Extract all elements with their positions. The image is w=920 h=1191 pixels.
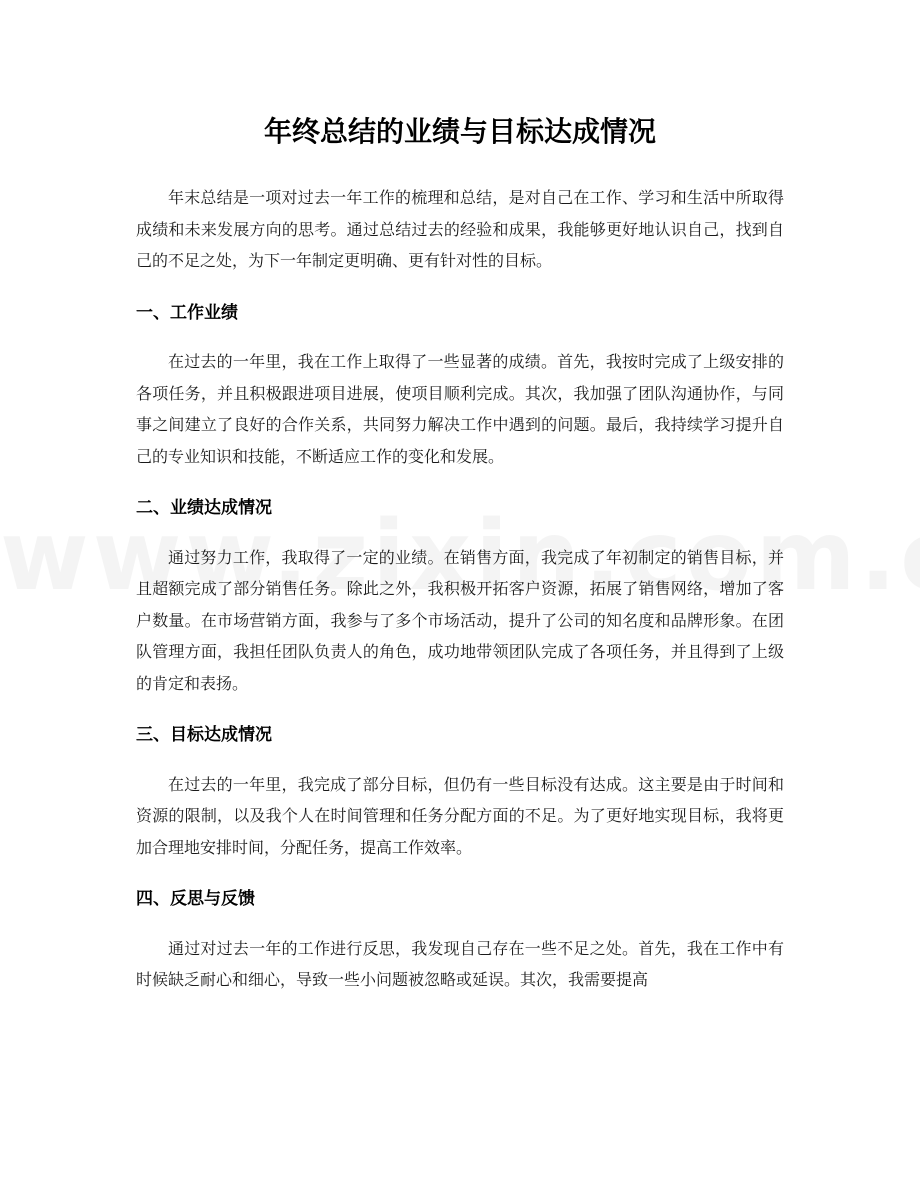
- section-heading-performance-achievement: 二、业绩达成情况: [136, 498, 272, 518]
- section-heading-reflection-feedback: 四、反思与反馈: [136, 889, 255, 909]
- section-body-reflection-feedback: 通过对过去一年的工作进行反思，我发现自己存在一些不足之处。首先，我在工作中有时候缺乏耐心和细心，导致一些小问题被忽略或延误。其次，我需要提高: [136, 938, 784, 989]
- section-heading-work-performance: 一、工作业绩: [136, 302, 238, 323]
- section-heading-goal-achievement: 三、目标达成情况: [136, 725, 272, 745]
- section-body-performance-achievement: 通过努力工作，我取得了一定的业绩。在销售方面，我完成了年初制定的销售目标，并且超额完成了部分销售任务。除此之外，我积极开拓客户资源，拓展了销售网络，增加了客户数量。在市场营销方面，我参与了多个市场活动，提升了公司的知名度和品牌形象。在团队管理方面，我担任团队负责人的角色，成功地带领团队完成了各项任务，并且得到了上级的肯定和表扬。: [136, 547, 784, 693]
- document-title: 年终总结的业绩与目标达成情况: [263, 115, 656, 148]
- section-body-work-performance: 在过去的一年里，我在工作上取得了一些显著的成绩。首先，我按时完成了上级安排的各项任务，并且积极跟进项目进展，使项目顺利完成。其次，我加强了团队沟通协作，与同事之间建立了良好的合作关系，共同努力解决工作中遇到的问题。最后，我持续学习提升自己的专业知识和技能，不断适应工作的变化和发展。: [136, 352, 784, 466]
- section-body-goal-achievement: 在过去的一年里，我完成了部分目标，但仍有一些目标没有达成。这主要是由于时间和资源的限制，以及我个人在时间管理和任务分配方面的不足。为了更好地实现目标，我将更加合理地安排时间，分配任务，提高工作效率。: [136, 774, 784, 857]
- intro-paragraph: 年末总结是一项对过去一年工作的梳理和总结，是对自己在工作、学习和生活中所取得成绩和未来发展方向的思考。通过总结过去的经验和成果，我能够更好地认识自己，找到自己的不足之处，为下一年制定更明确、更有针对性的目标。: [136, 188, 784, 270]
- document-body: [136, 108, 784, 996]
